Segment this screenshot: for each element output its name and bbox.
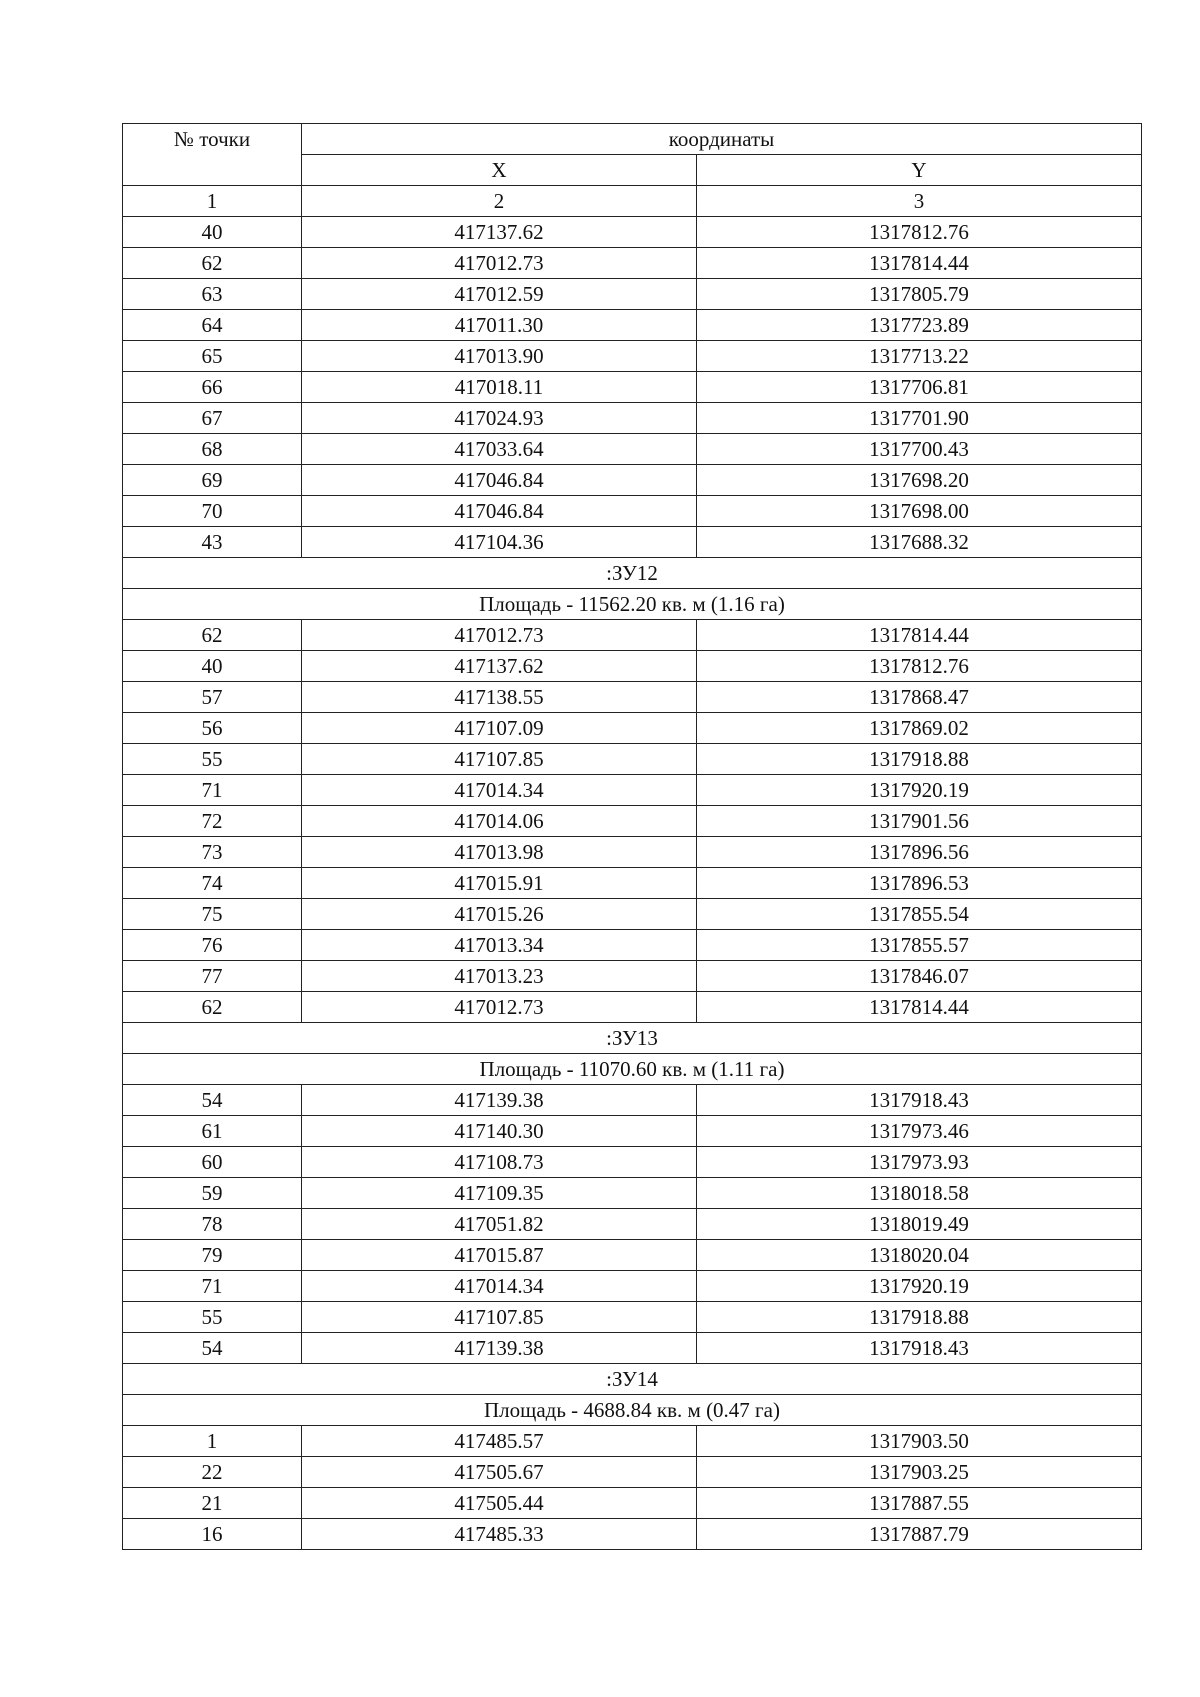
x-coordinate-cell: 417012.73 — [302, 992, 697, 1023]
table-row — [123, 868, 1142, 899]
table-row — [123, 899, 1142, 930]
x-coordinate-cell: 417011.30 — [302, 310, 697, 341]
point-number-cell: 61 — [123, 1116, 302, 1147]
point-number-cell: 56 — [123, 713, 302, 744]
y-coordinate-cell: 1317887.55 — [697, 1488, 1142, 1519]
y-coordinate-cell: 1317920.19 — [697, 1271, 1142, 1302]
point-number-cell: 75 — [123, 899, 302, 930]
y-coordinate-cell: 1318019.49 — [697, 1209, 1142, 1240]
x-coordinate-cell: 417014.34 — [302, 775, 697, 806]
table-row — [123, 713, 1142, 744]
x-coordinate-cell: 417140.30 — [302, 1116, 697, 1147]
point-number-header: № точки — [123, 124, 302, 186]
table-row — [123, 1333, 1142, 1364]
point-number-cell: 16 — [123, 1519, 302, 1550]
x-coordinate-cell: 417138.55 — [302, 682, 697, 713]
y-coordinate-cell: 1317920.19 — [697, 775, 1142, 806]
point-number-cell: 74 — [123, 868, 302, 899]
point-number-cell: 22 — [123, 1457, 302, 1488]
point-number-cell: 40 — [123, 217, 302, 248]
section-label: :ЗУ14 — [123, 1364, 1142, 1395]
table-row — [123, 992, 1142, 1023]
column-index-1: 1 — [123, 186, 302, 217]
section-row — [123, 558, 1142, 589]
y-coordinate-cell: 1317869.02 — [697, 713, 1142, 744]
x-coordinate-cell: 417015.87 — [302, 1240, 697, 1271]
point-number-cell: 72 — [123, 806, 302, 837]
point-number-cell: 57 — [123, 682, 302, 713]
y-coordinate-cell: 1317903.50 — [697, 1426, 1142, 1457]
coordinates-header: координаты — [302, 124, 1142, 155]
y-coordinate-cell: 1317814.44 — [697, 248, 1142, 279]
table-row — [123, 465, 1142, 496]
section-label: Площадь - 4688.84 кв. м (0.47 га) — [123, 1395, 1142, 1426]
section-label: Площадь - 11070.60 кв. м (1.11 га) — [123, 1054, 1142, 1085]
table-header — [123, 124, 1142, 217]
point-number-cell: 66 — [123, 372, 302, 403]
point-number-cell: 71 — [123, 775, 302, 806]
x-coordinate-cell: 417013.34 — [302, 930, 697, 961]
section-row — [123, 1054, 1142, 1085]
point-number-cell: 78 — [123, 1209, 302, 1240]
point-number-cell: 62 — [123, 620, 302, 651]
x-coordinate-cell: 417015.91 — [302, 868, 697, 899]
table-row — [123, 1085, 1142, 1116]
point-number-cell: 55 — [123, 1302, 302, 1333]
x-coordinate-cell: 417014.34 — [302, 1271, 697, 1302]
point-number-cell: 68 — [123, 434, 302, 465]
table-row — [123, 527, 1142, 558]
table-row — [123, 341, 1142, 372]
x-coordinate-cell: 417137.62 — [302, 217, 697, 248]
x-coordinate-cell: 417107.09 — [302, 713, 697, 744]
table-row — [123, 651, 1142, 682]
x-coordinate-cell: 417108.73 — [302, 1147, 697, 1178]
y-coordinate-cell: 1317973.46 — [697, 1116, 1142, 1147]
x-coordinate-cell: 417018.11 — [302, 372, 697, 403]
point-number-cell: 70 — [123, 496, 302, 527]
x-header: X — [302, 155, 697, 186]
point-number-cell: 73 — [123, 837, 302, 868]
point-number-cell: 54 — [123, 1333, 302, 1364]
column-index-3: 3 — [697, 186, 1142, 217]
table-row — [123, 403, 1142, 434]
x-coordinate-cell: 417014.06 — [302, 806, 697, 837]
x-coordinate-cell: 417505.67 — [302, 1457, 697, 1488]
y-coordinate-cell: 1317903.25 — [697, 1457, 1142, 1488]
table-row — [123, 1519, 1142, 1550]
section-row — [123, 1364, 1142, 1395]
x-coordinate-cell: 417109.35 — [302, 1178, 697, 1209]
table-row — [123, 1147, 1142, 1178]
table-row — [123, 744, 1142, 775]
table-row — [123, 1209, 1142, 1240]
point-number-cell: 76 — [123, 930, 302, 961]
x-coordinate-cell: 417046.84 — [302, 496, 697, 527]
point-number-cell: 65 — [123, 341, 302, 372]
point-number-cell: 79 — [123, 1240, 302, 1271]
table-row — [123, 1426, 1142, 1457]
table-row — [123, 1271, 1142, 1302]
y-coordinate-cell: 1317918.43 — [697, 1085, 1142, 1116]
section-label: :ЗУ13 — [123, 1023, 1142, 1054]
x-coordinate-cell: 417485.57 — [302, 1426, 697, 1457]
y-coordinate-cell: 1317887.79 — [697, 1519, 1142, 1550]
table-row — [123, 1240, 1142, 1271]
header-row-1 — [123, 124, 1142, 155]
x-coordinate-cell: 417013.98 — [302, 837, 697, 868]
y-coordinate-cell: 1317812.76 — [697, 217, 1142, 248]
point-number-cell: 59 — [123, 1178, 302, 1209]
table-row — [123, 775, 1142, 806]
y-coordinate-cell: 1318018.58 — [697, 1178, 1142, 1209]
table-row — [123, 930, 1142, 961]
point-number-cell: 1 — [123, 1426, 302, 1457]
section-label: :ЗУ12 — [123, 558, 1142, 589]
x-coordinate-cell: 417485.33 — [302, 1519, 697, 1550]
point-number-cell: 77 — [123, 961, 302, 992]
table-row — [123, 279, 1142, 310]
point-number-cell: 71 — [123, 1271, 302, 1302]
x-coordinate-cell: 417137.62 — [302, 651, 697, 682]
y-coordinate-cell: 1317713.22 — [697, 341, 1142, 372]
x-coordinate-cell: 417107.85 — [302, 744, 697, 775]
point-number-cell: 62 — [123, 992, 302, 1023]
y-coordinate-cell: 1317896.53 — [697, 868, 1142, 899]
point-number-cell: 55 — [123, 744, 302, 775]
x-coordinate-cell: 417051.82 — [302, 1209, 697, 1240]
y-coordinate-cell: 1317700.43 — [697, 434, 1142, 465]
y-coordinate-cell: 1317973.93 — [697, 1147, 1142, 1178]
table-row — [123, 310, 1142, 341]
column-index-row — [123, 186, 1142, 217]
x-coordinate-cell: 417139.38 — [302, 1333, 697, 1364]
x-coordinate-cell: 417015.26 — [302, 899, 697, 930]
point-number-cell: 40 — [123, 651, 302, 682]
point-number-cell: 69 — [123, 465, 302, 496]
y-header: Y — [697, 155, 1142, 186]
y-coordinate-cell: 1317896.56 — [697, 837, 1142, 868]
point-number-cell: 64 — [123, 310, 302, 341]
y-coordinate-cell: 1317855.57 — [697, 930, 1142, 961]
y-coordinate-cell: 1317918.43 — [697, 1333, 1142, 1364]
table-body — [123, 217, 1142, 1550]
y-coordinate-cell: 1317814.44 — [697, 620, 1142, 651]
x-coordinate-cell: 417107.85 — [302, 1302, 697, 1333]
x-coordinate-cell: 417024.93 — [302, 403, 697, 434]
y-coordinate-cell: 1317723.89 — [697, 310, 1142, 341]
y-coordinate-cell: 1317855.54 — [697, 899, 1142, 930]
y-coordinate-cell: 1317706.81 — [697, 372, 1142, 403]
point-number-cell: 62 — [123, 248, 302, 279]
x-coordinate-cell: 417012.73 — [302, 620, 697, 651]
table-row — [123, 434, 1142, 465]
point-number-cell: 54 — [123, 1085, 302, 1116]
table-row — [123, 961, 1142, 992]
y-coordinate-cell: 1317805.79 — [697, 279, 1142, 310]
table-row — [123, 1116, 1142, 1147]
x-coordinate-cell: 417013.90 — [302, 341, 697, 372]
y-coordinate-cell: 1317688.32 — [697, 527, 1142, 558]
x-coordinate-cell: 417012.73 — [302, 248, 697, 279]
table-row — [123, 372, 1142, 403]
y-coordinate-cell: 1317698.00 — [697, 496, 1142, 527]
table-row — [123, 682, 1142, 713]
x-coordinate-cell: 417033.64 — [302, 434, 697, 465]
y-coordinate-cell: 1317698.20 — [697, 465, 1142, 496]
table-row — [123, 620, 1142, 651]
table-row — [123, 248, 1142, 279]
x-coordinate-cell: 417012.59 — [302, 279, 697, 310]
coordinates-table — [122, 123, 1142, 1550]
table-row — [123, 806, 1142, 837]
table-row — [123, 217, 1142, 248]
y-coordinate-cell: 1317846.07 — [697, 961, 1142, 992]
y-coordinate-cell: 1317918.88 — [697, 744, 1142, 775]
point-number-cell: 67 — [123, 403, 302, 434]
section-row — [123, 1395, 1142, 1426]
point-number-cell: 63 — [123, 279, 302, 310]
table-row — [123, 1302, 1142, 1333]
x-coordinate-cell: 417104.36 — [302, 527, 697, 558]
point-number-cell: 60 — [123, 1147, 302, 1178]
table-row — [123, 1457, 1142, 1488]
table-row — [123, 837, 1142, 868]
table-row — [123, 1178, 1142, 1209]
section-row — [123, 1023, 1142, 1054]
point-number-cell: 43 — [123, 527, 302, 558]
y-coordinate-cell: 1317701.90 — [697, 403, 1142, 434]
y-coordinate-cell: 1317814.44 — [697, 992, 1142, 1023]
x-coordinate-cell: 417046.84 — [302, 465, 697, 496]
point-number-cell: 21 — [123, 1488, 302, 1519]
table-row — [123, 1488, 1142, 1519]
y-coordinate-cell: 1317868.47 — [697, 682, 1142, 713]
x-coordinate-cell: 417139.38 — [302, 1085, 697, 1116]
section-row — [123, 589, 1142, 620]
y-coordinate-cell: 1318020.04 — [697, 1240, 1142, 1271]
table-row — [123, 496, 1142, 527]
x-coordinate-cell: 417013.23 — [302, 961, 697, 992]
y-coordinate-cell: 1317901.56 — [697, 806, 1142, 837]
y-coordinate-cell: 1317918.88 — [697, 1302, 1142, 1333]
section-label: Площадь - 11562.20 кв. м (1.16 га) — [123, 589, 1142, 620]
y-coordinate-cell: 1317812.76 — [697, 651, 1142, 682]
column-index-2: 2 — [302, 186, 697, 217]
x-coordinate-cell: 417505.44 — [302, 1488, 697, 1519]
